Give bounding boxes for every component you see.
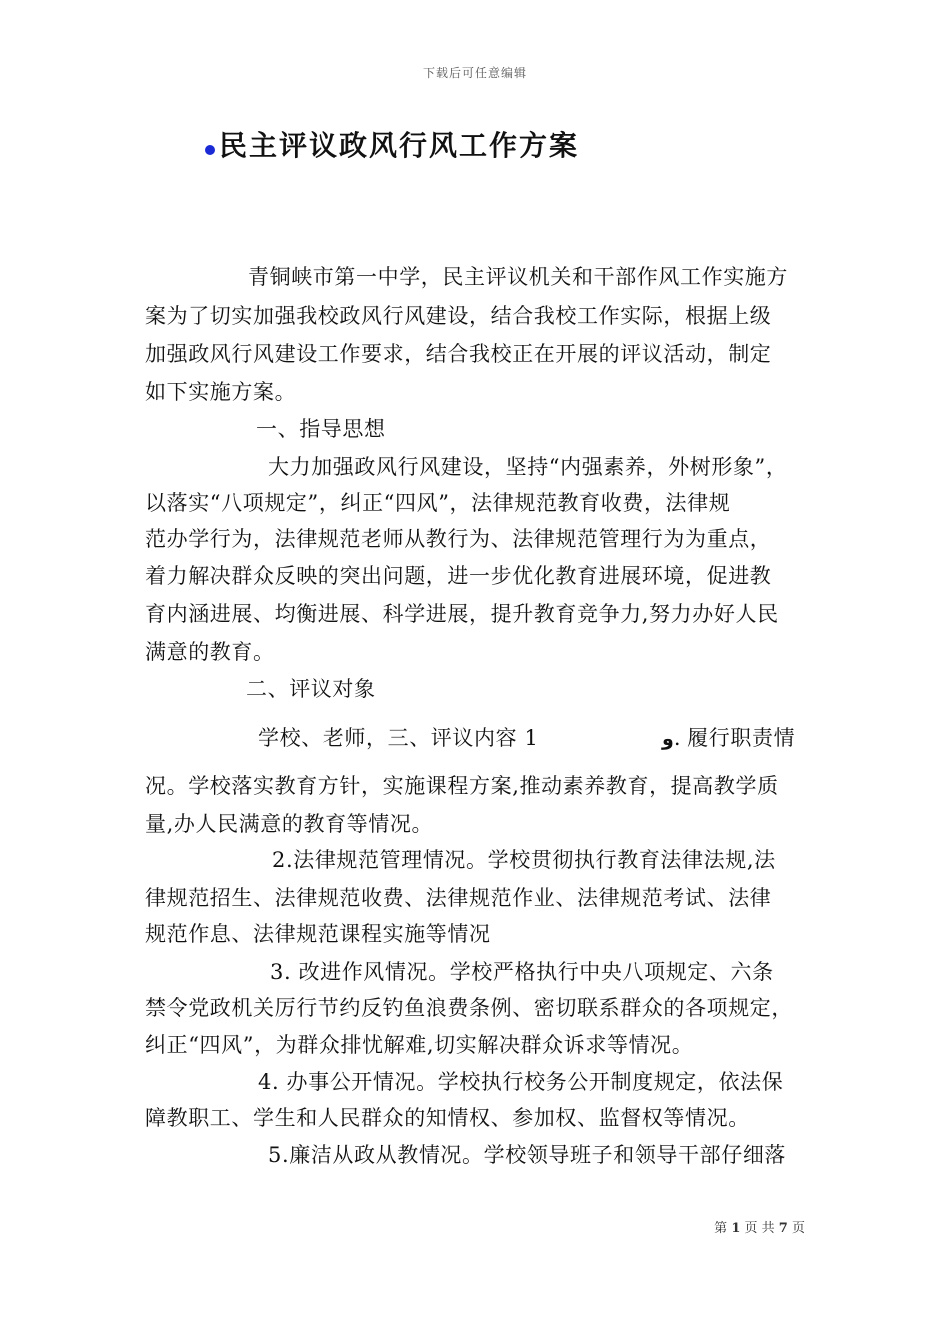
paragraph-line: 4. 办事公开情况。学校执行校务公开制度规定，依法保 [258,1070,784,1094]
header-note: 下载后可任意编辑 [422,66,527,80]
paragraph-line: 青铜峡市第一中学，民主评议机关和干部作风工作实施方 [248,265,788,289]
paragraph-line: 育内涵进展、均衡进展、科学进展，提升教育竞争力,努力办好人民 [145,602,779,626]
paragraph-line: 大力加强政风行风建设，坚持“内强素养，外树形象”， [268,455,788,479]
paragraph-line: 量,办人民满意的教育等情况。 [145,812,434,836]
paragraph-line: 着力解决群众反映的突出问题，进一步优化教育进展环境，促进教 [145,564,772,588]
paragraph-line: 3. 改进作风情况。学校严格执行中央八项规定、六条 [270,960,774,984]
inline-tail: . 履行职责情 [673,726,796,750]
current-page: 1 [731,1221,741,1236]
section-heading: 一、指导思想 [256,417,386,441]
paragraph-line: 障教职工、学生和人民群众的知情权、参加权、监督权等情况。 [145,1106,750,1130]
footer-prefix: 第 [714,1221,728,1236]
paragraph-line: 案为了切实加强我校政风行风建设，结合我校工作实际，根据上级 [145,304,772,328]
paragraph-line: 5.廉洁从政从教情况。学校领导班子和领导干部仔细落 [268,1143,787,1167]
paragraph-line: 学校、老师，三、评议内容 1 [258,726,539,750]
inline-mark: و [662,728,674,750]
section-heading: 二、评议对象 [246,677,376,701]
bullet-dot-icon [205,145,215,155]
paragraph-line: 规范作息、法律规范课程实施等情况 [145,922,491,946]
page-footer [714,1217,805,1236]
paragraph-line: 满意的教育。 [145,640,275,664]
total-pages: 7 [778,1221,788,1236]
footer-middle: 页 共 [744,1221,775,1236]
document-title [205,124,579,164]
paragraph-line: 范办学行为，法律规范老师从教行为、法律规范管理行为为重点， [145,527,772,551]
paragraph-line: 况。学校落实教育方针，实施课程方案,推动素养教育，提高教学质 [145,774,779,798]
title-text: 民主评议政风行风工作方案 [219,129,580,162]
paragraph-line: 纠正“四风”，为群众排忧解难,切实解决群众诉求等情况。 [145,1033,694,1057]
paragraph-line: 如下实施方案。 [145,380,297,404]
paragraph-line: 2.法律规范管理情况。学校贯彻执行教育法律法规,法 [272,848,776,872]
footer-suffix: 页 [791,1221,805,1236]
paragraph-line: 加强政风行风建设工作要求，结合我校正在开展的评议活动，制定 [145,342,772,366]
paragraph-line: 以落实“八项规定”，纠正“四风”，法律规范教育收费，法律规 [145,491,731,515]
paragraph-line: 禁令党政机关厉行节约反钓鱼浪费条例、密切联系群众的各项规定， [145,996,793,1020]
paragraph-line-tail [662,724,795,753]
paragraph-line: 律规范招生、法律规范收费、法律规范作业、法律规范考试、法律 [145,886,772,910]
